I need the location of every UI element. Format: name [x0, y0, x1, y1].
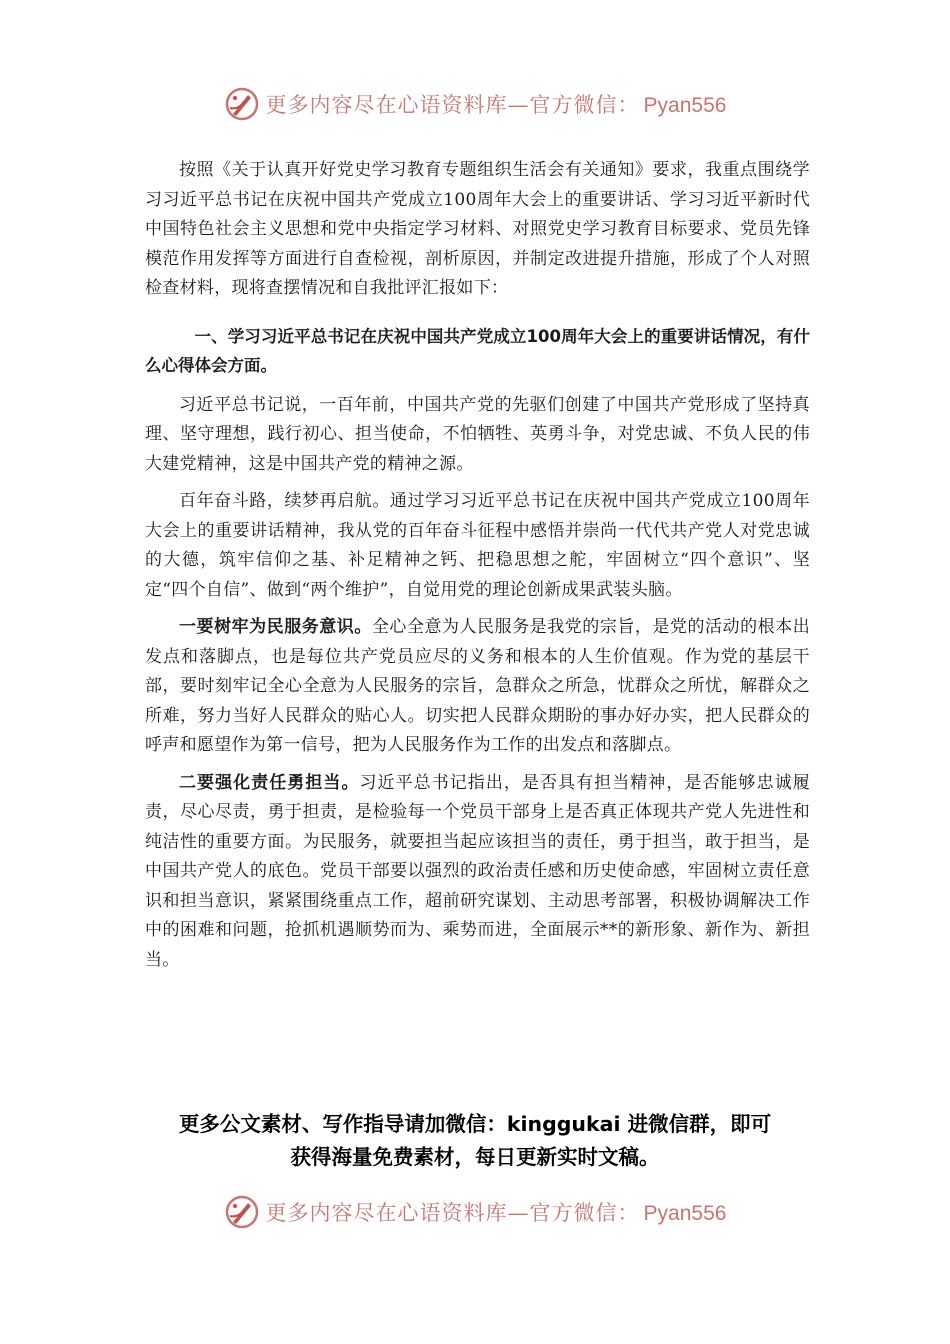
watermark-text — [266, 89, 727, 119]
footer-watermark — [0, 1188, 950, 1236]
watermark-label: 更多内容尽在心语资料库—官方微信： — [265, 1201, 640, 1225]
paragraph-3-lead: 一要树牢为民服务意识。 — [179, 617, 372, 637]
paragraph-4 — [145, 769, 810, 976]
document-body — [145, 156, 810, 983]
watermark-wechat-id: Pyan556 — [643, 94, 727, 117]
paragraph-1: 习近平总书记说，一百年前，中国共产党的先驱们创建了中国共产党形成了坚持真理、坚守理想，践行初心、担当使命，不怕牺牲、英勇斗争，对党忠诚、不负人民的伟大建党精神，这是中国共产党的精神之源。 — [145, 394, 810, 474]
paragraph-4-body: 习近平总书记指出，是否具有担当精神，是否能够忠诚履责，尽心尽责，勇于担责，是检验每一个党员干部身上是否真正体现共产党人先进性和纯洁性的重要方面。为民服务，就要担当起应该担当的责任，勇于担当，敢于担当，是中国共产党人的底色。党员干部要以强烈的政治责任感和历史使命感，牢固树立责任意识和担当意识，紧紧围绕重点工作，超前研究谋划、主动思考部署，积极协调解决工作中的困难和问题，抢抓机遇顺势而为、乘势而进，全面展示**的新形象、新作为、新担当。 — [145, 772, 810, 970]
paragraph-4-lead: 二要强化责任勇担当。 — [179, 772, 360, 793]
section-heading-1: 一、学习习近平总书记在庆祝中国共产党成立100周年大会上的重要讲话情况，有什么心得体会方面。 — [145, 326, 810, 375]
watermark-wechat-id: Pyan556 — [643, 1202, 727, 1225]
watermark-label: 更多内容尽在心语资料库—官方微信： — [265, 93, 640, 117]
promo-line-1: 更多公文素材、写作指导请加微信：kinggukai 进微信群，即可 — [178, 1112, 772, 1136]
promo-line-2: 获得海量免费素材，每日更新实时文稿。 — [290, 1145, 660, 1169]
promo-notice — [0, 1108, 950, 1174]
intro-paragraph: 按照《关于认真开好党史学习教育专题组织生活会有关通知》要求，我重点围绕学习习近平总书记在庆祝中国共产党成立100周年大会上的重要讲话、学习习近平新时代中国特色社会主义思想和党中央指定学习材料、对照党史学习教育目标要求、党员先锋模范作用发挥等方面进行自查检视，剖析原因，并制定改进提升措施，形成了个人对照检查材料，现将查摆情况和自我批评汇报如下： — [145, 160, 810, 298]
paragraph-2: 百年奋斗路，续梦再启航。通过学习习近平总书记在庆祝中国共产党成立100周年大会上的重要讲话精神，我从党的百年奋斗征程中感悟并崇尚一代代共产党人对党忠诚的大德，筑牢信仰之基、补足精神之钙、把稳思想之舵，牢固树立“四个意识”、坚定“四个自信”、做到“两个维护”，自觉用党的理论创新成果武装头脑。 — [145, 491, 810, 600]
watermark-text — [266, 1197, 727, 1227]
paragraph-3 — [145, 613, 810, 761]
paragraph-3-body: 全心全意为人民服务是我党的宗旨，是党的活动的根本出发点和落脚点，也是每位共产党员应尽的义务和根本的人生价值观。作为党的基层干部，要时刻牢记全心全意为人民服务的宗旨，急群众之所急，忧群众之所忧，解群众之所难，努力当好人民群众的贴心人。切实把人民群众期盼的事办好办实，把人民群众的呼声和愿望作为第一信号，把为人民服务作为工作的出发点和落脚点。 — [145, 617, 810, 755]
header-watermark — [0, 80, 950, 128]
quill-pen-logo-icon — [224, 86, 260, 122]
quill-pen-logo-icon — [224, 1194, 260, 1230]
